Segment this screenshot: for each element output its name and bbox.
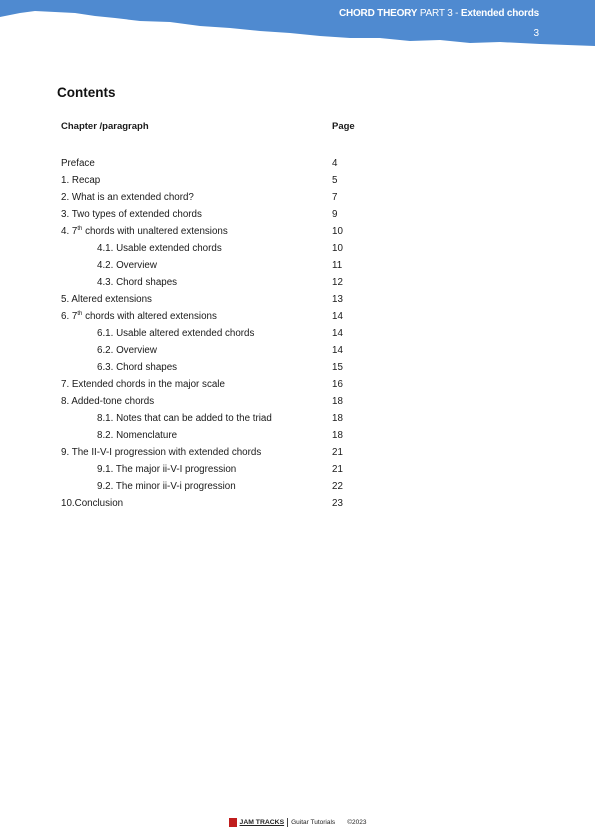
- toc-entry-chord-shapes-6[interactable]: [61, 359, 381, 376]
- logo-brand: JAM TRACKS: [239, 818, 285, 826]
- toc-entry-title: 6.2. Overview: [97, 345, 157, 356]
- toc-entry-major-scale[interactable]: [61, 376, 381, 393]
- logo-divider: [287, 818, 288, 827]
- toc-entry-overview-4[interactable]: [61, 257, 381, 274]
- toc-entry-two-types[interactable]: [61, 206, 381, 223]
- toc-entry-page: 10: [332, 226, 343, 237]
- toc-entry-page: 12: [332, 277, 343, 288]
- toc-entry-page: 14: [332, 311, 343, 322]
- toc-entry-major-ii-v-i[interactable]: [61, 461, 381, 478]
- col-chapter-header: Chapter /paragraph: [61, 121, 149, 132]
- toc-entry-overview-6[interactable]: [61, 342, 381, 359]
- toc-entry-unaltered-extensions[interactable]: [61, 223, 381, 240]
- toc-entry-minor-ii-v-i[interactable]: [61, 478, 381, 495]
- toc-entry-page: 10: [332, 243, 343, 254]
- toc-entry-page: 16: [332, 379, 343, 390]
- page-number: 3: [533, 28, 539, 39]
- toc-entry-page: 22: [332, 481, 343, 492]
- toc-entry-title: 6.1. Usable altered extended chords: [97, 328, 255, 339]
- toc-entry-7th-altered[interactable]: [61, 308, 381, 325]
- toc-entry-title: 1. Recap: [61, 175, 101, 186]
- contents-heading: Contents: [57, 85, 116, 100]
- toc-entry-recap[interactable]: [61, 172, 381, 189]
- toc-entry-page: 14: [332, 345, 343, 356]
- toc-entry-page: 4: [332, 158, 338, 169]
- toc-entry-page: 11: [332, 260, 343, 271]
- toc-entry-page: 14: [332, 328, 343, 339]
- toc-entry-nomenclature[interactable]: [61, 427, 381, 444]
- toc-entry-page: 23: [332, 498, 343, 509]
- toc-entry-chord-shapes-4[interactable]: [61, 274, 381, 291]
- toc-entry-title: 6. 7th chords with altered extensions: [61, 311, 217, 322]
- toc-entry-title: 4. 7th chords with unaltered extensions: [61, 226, 228, 237]
- toc-entry-page: 18: [332, 396, 343, 407]
- brand-logo: [229, 818, 336, 827]
- toc-entry-altered-extensions[interactable]: [61, 291, 381, 308]
- table-of-contents: [61, 121, 381, 512]
- toc-entry-page: 21: [332, 464, 343, 475]
- toc-entry-page: 9: [332, 209, 338, 220]
- toc-header-row: [61, 121, 381, 133]
- toc-entry-title: 4.2. Overview: [97, 260, 157, 271]
- toc-entry-title: 8.2. Nomenclature: [97, 430, 178, 441]
- toc-entry-ii-v-i[interactable]: [61, 444, 381, 461]
- toc-entry-notes-added[interactable]: [61, 410, 381, 427]
- toc-entry-title: 8.1. Notes that can be added to the triad: [97, 413, 272, 424]
- toc-entry-title: 3. Two types of extended chords: [61, 209, 202, 220]
- toc-entry-page: 7: [332, 192, 338, 203]
- toc-entry-conclusion[interactable]: [61, 495, 381, 512]
- toc-entry-preface[interactable]: [61, 155, 381, 172]
- toc-entry-title: 9. The II-V-I progression with extended chords: [61, 447, 262, 458]
- copyright: ©2023: [347, 818, 367, 826]
- toc-entry-what-is-extended[interactable]: [61, 189, 381, 206]
- page-footer: [0, 815, 595, 829]
- toc-entry-title: 10.Conclusion: [61, 498, 124, 509]
- toc-entry-title: 8. Added-tone chords: [61, 396, 155, 407]
- title-topic: Extended chords: [460, 8, 539, 19]
- toc-entry-page: 13: [332, 294, 343, 305]
- toc-entry-added-tone[interactable]: [61, 393, 381, 410]
- title-part: PART 3 -: [417, 8, 461, 19]
- toc-entry-page: 21: [332, 447, 343, 458]
- document-title: [339, 8, 539, 19]
- toc-entry-title: 7. Extended chords in the major scale: [61, 379, 225, 390]
- toc-entry-title: 9.2. The minor ii-V-i progression: [97, 481, 236, 492]
- logo-subtitle: Guitar Tutorials: [291, 818, 336, 826]
- toc-entry-title: 4.3. Chord shapes: [97, 277, 178, 288]
- toc-entry-title: 5. Altered extensions: [61, 294, 152, 305]
- toc-entry-page: 18: [332, 430, 343, 441]
- toc-entry-usable-extended[interactable]: [61, 240, 381, 257]
- toc-entry-page: 5: [332, 175, 338, 186]
- toc-entry-title: 6.3. Chord shapes: [97, 362, 178, 373]
- toc-entry-title: 9.1. The major ii-V-I progression: [97, 464, 237, 475]
- toc-entry-title: 4.1. Usable extended chords: [97, 243, 222, 254]
- title-series: CHORD THEORY: [338, 8, 418, 19]
- toc-entry-usable-altered[interactable]: [61, 325, 381, 342]
- toc-entry-title: Preface: [61, 158, 95, 169]
- header-band-shape: [0, 0, 595, 46]
- toc-entry-page: 15: [332, 362, 343, 373]
- toc-entry-title: 2. What is an extended chord?: [61, 192, 194, 203]
- toc-entry-page: 18: [332, 413, 343, 424]
- logo-mark-icon: [229, 818, 237, 827]
- col-page-header: Page: [332, 121, 355, 132]
